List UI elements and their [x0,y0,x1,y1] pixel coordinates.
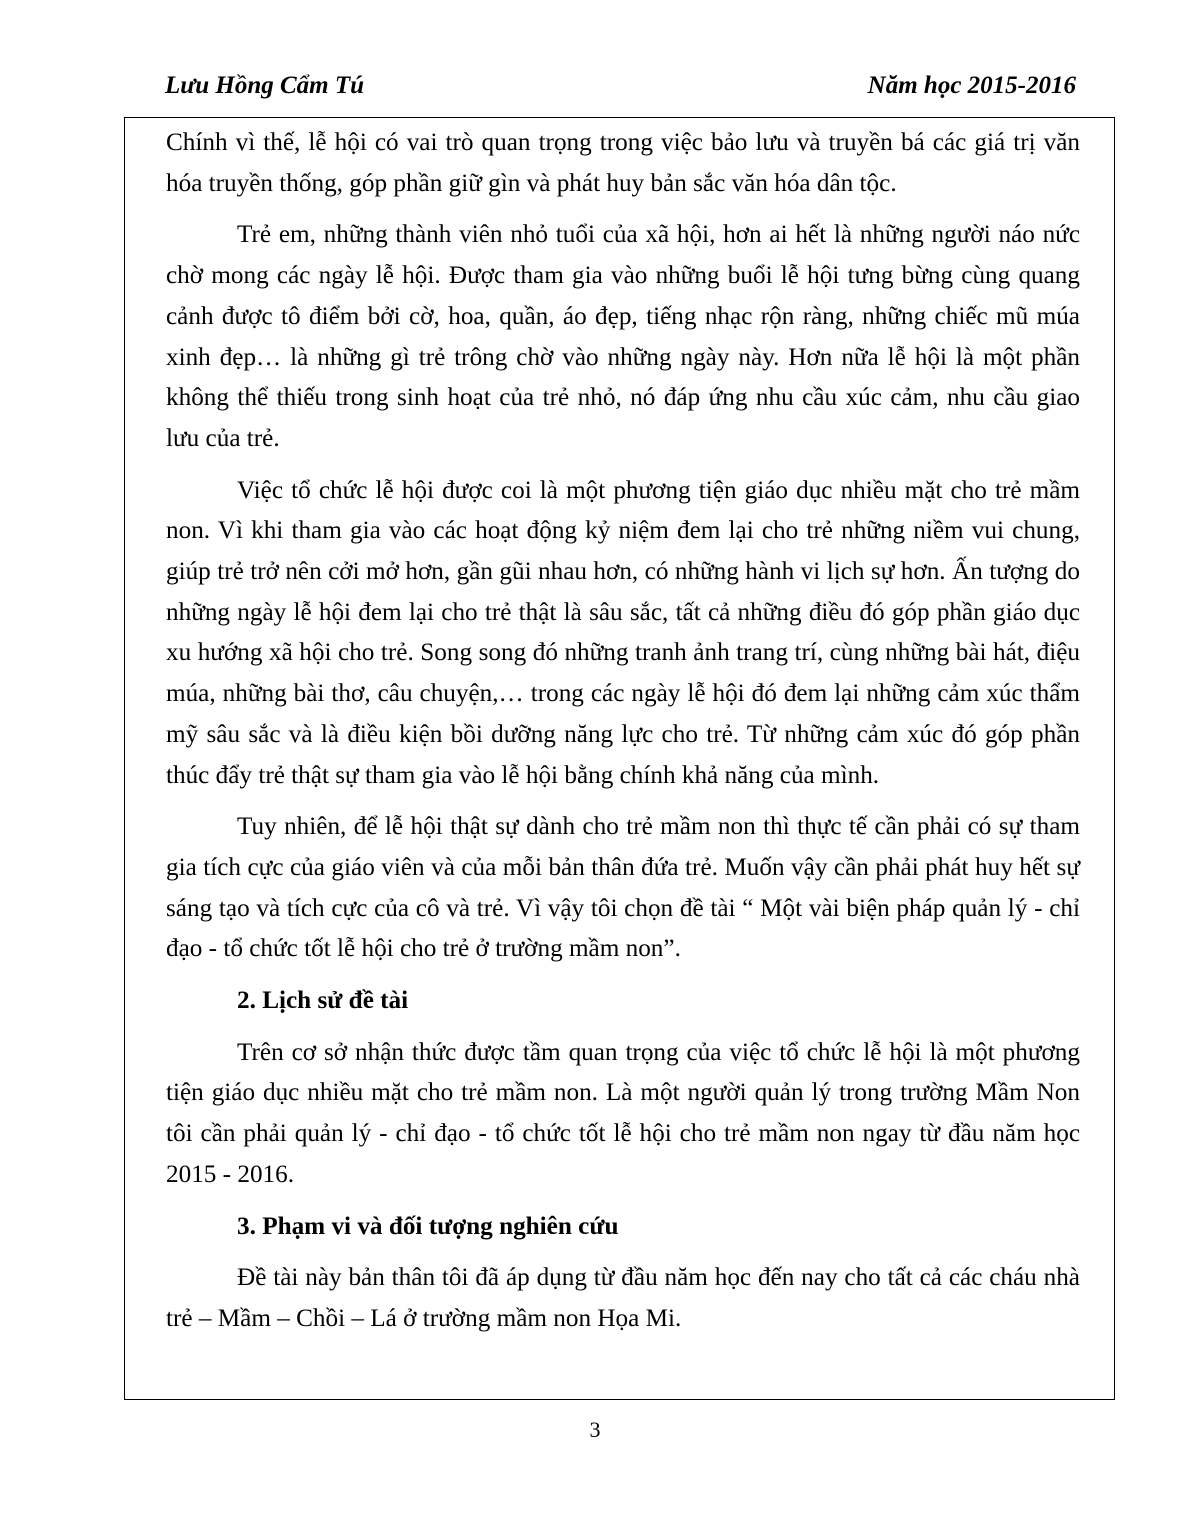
section-3-body: Đề tài này bản thân tôi đã áp dụng từ đầu năm học đến nay cho tất cả các cháu nhà trẻ – Mầm – Chồi – Lá ở trường mầm non Họa Mi. [166,1264,1080,1332]
page-header [165,68,1076,104]
section-2-heading: 2. Lịch sử đề tài [237,987,409,1015]
document-body [166,123,1080,1351]
paragraph-topic-choice: Tuy nhiên, để lễ hội thật sự dành cho trẻ mầm non thì thực tế cần phải có sự tham gia tích cực của giáo viên và của mỗi bản thân đứa trẻ. Muốn vậy cần phải phát huy hết sự sáng tạo và tích cực của cô và trẻ. Vì vậy tôi chọn đề tài “ Một vài biện pháp quản lý - chỉ đạo - tổ chức tốt lễ hội cho trẻ ở trường mầm non”. [166,813,1080,963]
page-number: 3 [589,1417,601,1442]
paragraph-festival-education: Việc tổ chức lễ hội được coi là một phương tiện giáo dục nhiều mặt cho trẻ mầm non. Vì khi tham gia vào các hoạt động kỷ niệm đem lại cho trẻ những niềm vui chung, giúp trẻ trở nên cởi mở hơn, gần gũi nhau hơn, có những hành vi lịch sự hơn. Ấn tượng do những ngày lễ hội đem lại cho trẻ thật là sâu sắc, tất cả những điều đó góp phần giáo dục xu hướng xã hội cho trẻ. Song song đó những tranh ảnh trang trí, cùng những bài hát, điệu múa, những bài thơ, câu chuyện,… trong các ngày lễ hội đó đem lại những cảm xúc thẩm mỹ sâu sắc và là điều kiện bồi dưỡng năng lực cho trẻ. Từ những cảm xúc đó góp phần thúc đẩy trẻ thật sự tham gia vào lễ hội bằng chính khả năng của mình. [166,476,1080,789]
paragraph-children-festivals: Trẻ em, những thành viên nhỏ tuổi của xã hội, hơn ai hết là những người náo nức chờ mong các ngày lễ hội. Được tham gia vào những buổi lễ hội tưng bừng cùng quang cảnh được tô điểm bởi cờ, hoa, quần, áo đẹp, tiếng nhạc rộn ràng, những chiếc mũ múa xinh đẹp… là những gì trẻ trông chờ vào những ngày này. Hơn nữa lễ hội là một phần không thể thiếu trong sinh hoạt của trẻ nhỏ, nó đáp ứng nhu cầu xúc cảm, nhu cầu giao lưu của trẻ. [166,221,1080,452]
header-school-year: Năm học 2015-2016 [867,72,1076,99]
section-3-heading: 3. Phạm vi và đối tượng nghiên cứu [237,1212,619,1240]
header-author: Lưu Hồng Cẩm Tú [165,72,365,99]
paragraph-continuation: Chính vì thế, lễ hội có vai trò quan trọng trong việc bảo lưu và truyền bá các giá trị văn hóa truyền thống, góp phần giữ gìn và phát huy bản sắc văn hóa dân tộc. [166,129,1080,197]
section-2-body: Trên cơ sở nhận thức được tầm quan trọng của việc tổ chức lễ hội là một phương tiện giáo dục nhiều mặt cho trẻ mầm non. Là một người quản lý trong trường Mầm Non tôi cần phải quản lý - chỉ đạo - tổ chức tốt lễ hội cho trẻ mầm non ngay từ đầu năm học 2015 - 2016. [166,1038,1080,1188]
